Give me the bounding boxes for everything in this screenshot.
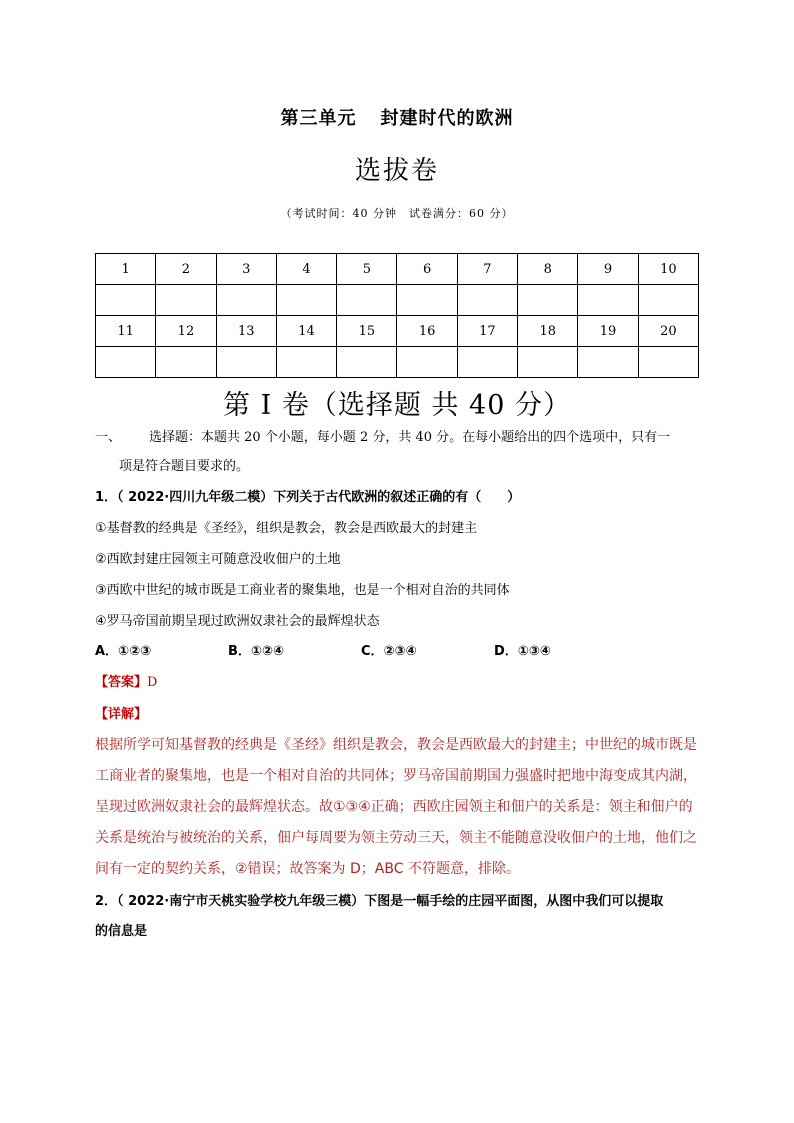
answer-grid-number-row	[96, 316, 699, 347]
unit-title	[0, 104, 794, 130]
option-a[interactable]: A．①②③	[95, 644, 152, 659]
detail-label: 【详解】	[95, 707, 148, 722]
question-1-options	[95, 640, 705, 659]
answer-cell[interactable]	[397, 285, 457, 316]
detail-line: 关系是统治与被统治的关系，佃户每周要为领主劳动三天，领主不能随意没收佃户的土地，他们之	[95, 830, 697, 846]
answer-cell[interactable]	[276, 285, 336, 316]
answer-label: 【答案】	[95, 675, 148, 690]
section-title: 第 I 卷（选择题 共 40 分）	[223, 390, 571, 421]
grid-number: 13	[216, 316, 276, 347]
answer-grid-blank-row	[96, 285, 699, 316]
answer-cell[interactable]	[216, 285, 276, 316]
grid-number: 15	[337, 316, 397, 347]
answer-value: D	[147, 675, 158, 690]
instruction-text: 选择题：本题共 20 个小题，每小题 2 分，共 40 分。在每小题给出的四个选项中，只有一	[149, 430, 671, 445]
grid-number: 7	[457, 254, 517, 285]
grid-number: 16	[397, 316, 457, 347]
answer-cell[interactable]	[578, 285, 638, 316]
grid-number: 20	[638, 316, 698, 347]
answer-cell[interactable]	[96, 347, 156, 378]
grid-number: 10	[638, 254, 698, 285]
option-c[interactable]: C．②③④	[361, 644, 417, 659]
answer-cell[interactable]	[96, 285, 156, 316]
grid-number: 3	[216, 254, 276, 285]
answer-cell[interactable]	[457, 347, 517, 378]
answer-cell[interactable]	[156, 285, 216, 316]
instruction-number: 一、	[95, 430, 122, 445]
grid-number: 2	[156, 254, 216, 285]
detail-line: 间有一定的契约关系，②错误；故答案为 D；ABC 不符题意，排除。	[95, 861, 520, 877]
unit-topic: 封建时代的欧洲	[380, 108, 514, 129]
answer-cell[interactable]	[578, 347, 638, 378]
grid-number: 8	[518, 254, 578, 285]
grid-number: 11	[96, 316, 156, 347]
answer-cell[interactable]	[638, 347, 698, 378]
answer-cell[interactable]	[638, 285, 698, 316]
answer-cell[interactable]	[337, 347, 397, 378]
answer-grid-blank-row	[96, 347, 699, 378]
question-1-statement: ④罗马帝国前期呈现过欧洲奴隶社会的最辉煌状态	[95, 614, 380, 629]
grid-number: 9	[578, 254, 638, 285]
grid-number: 6	[397, 254, 457, 285]
answer-cell[interactable]	[518, 347, 578, 378]
exam-info: （考试时间：40 分钟 试卷满分：60 分）	[280, 207, 514, 220]
grid-number: 5	[337, 254, 397, 285]
question-1-stem: 1．（ 2022·四川九年级二模）下列关于古代欧洲的叙述正确的有（ ）	[95, 490, 521, 505]
paper-title: 选拔卷	[354, 156, 439, 186]
unit-label: 第三单元	[280, 108, 357, 129]
grid-number: 12	[156, 316, 216, 347]
option-b[interactable]: B．①②④	[228, 644, 284, 659]
answer-cell[interactable]	[276, 347, 336, 378]
section-instruction	[95, 426, 705, 445]
grid-number: 1	[96, 254, 156, 285]
question-1-statement: ③西欧中世纪的城市既是工商业者的聚集地，也是一个相对自治的共同体	[95, 583, 510, 598]
answer-cell[interactable]	[337, 285, 397, 316]
grid-number: 19	[578, 316, 638, 347]
answer-grid	[95, 253, 699, 378]
answer-cell[interactable]	[518, 285, 578, 316]
answer-cell[interactable]	[156, 347, 216, 378]
grid-number: 18	[518, 316, 578, 347]
option-d[interactable]: D．①③④	[494, 644, 551, 659]
detail-line: 呈现过欧洲奴隶社会的最辉煌状态。故①③④正确；西欧庄园领主和佃户的关系是：领主和佃户的	[95, 799, 693, 815]
answer-line	[95, 671, 705, 690]
answer-cell[interactable]	[457, 285, 517, 316]
question-2-stem-continued: 的信息是	[95, 924, 148, 939]
answer-cell[interactable]	[216, 347, 276, 378]
question-1-statement: ②西欧封建庄园领主可随意没收佃户的土地	[95, 552, 341, 567]
question-1-statement: ①基督教的经典是《圣经》，组织是教会，教会是西欧最大的封建主	[95, 521, 478, 536]
grid-number: 17	[457, 316, 517, 347]
answer-grid-number-row	[96, 254, 699, 285]
detail-line: 根据所学可知基督教的经典是《圣经》组织是教会，教会是西欧最大的封建主；中世纪的城市既是	[95, 737, 697, 753]
instruction-text-continued: 项是符合题目要求的。	[119, 459, 250, 474]
answer-cell[interactable]	[397, 347, 457, 378]
question-2-stem: 2．（ 2022·南宁市天桃实验学校九年级三模）下图是一幅手绘的庄园平面图，从图中我们可以提取	[95, 894, 664, 909]
grid-number: 14	[276, 316, 336, 347]
detail-line: 工商业者的聚集地，也是一个相对自治的共同体；罗马帝国前期国力强盛时把地中海变成其内湖，	[95, 768, 697, 784]
grid-number: 4	[276, 254, 336, 285]
